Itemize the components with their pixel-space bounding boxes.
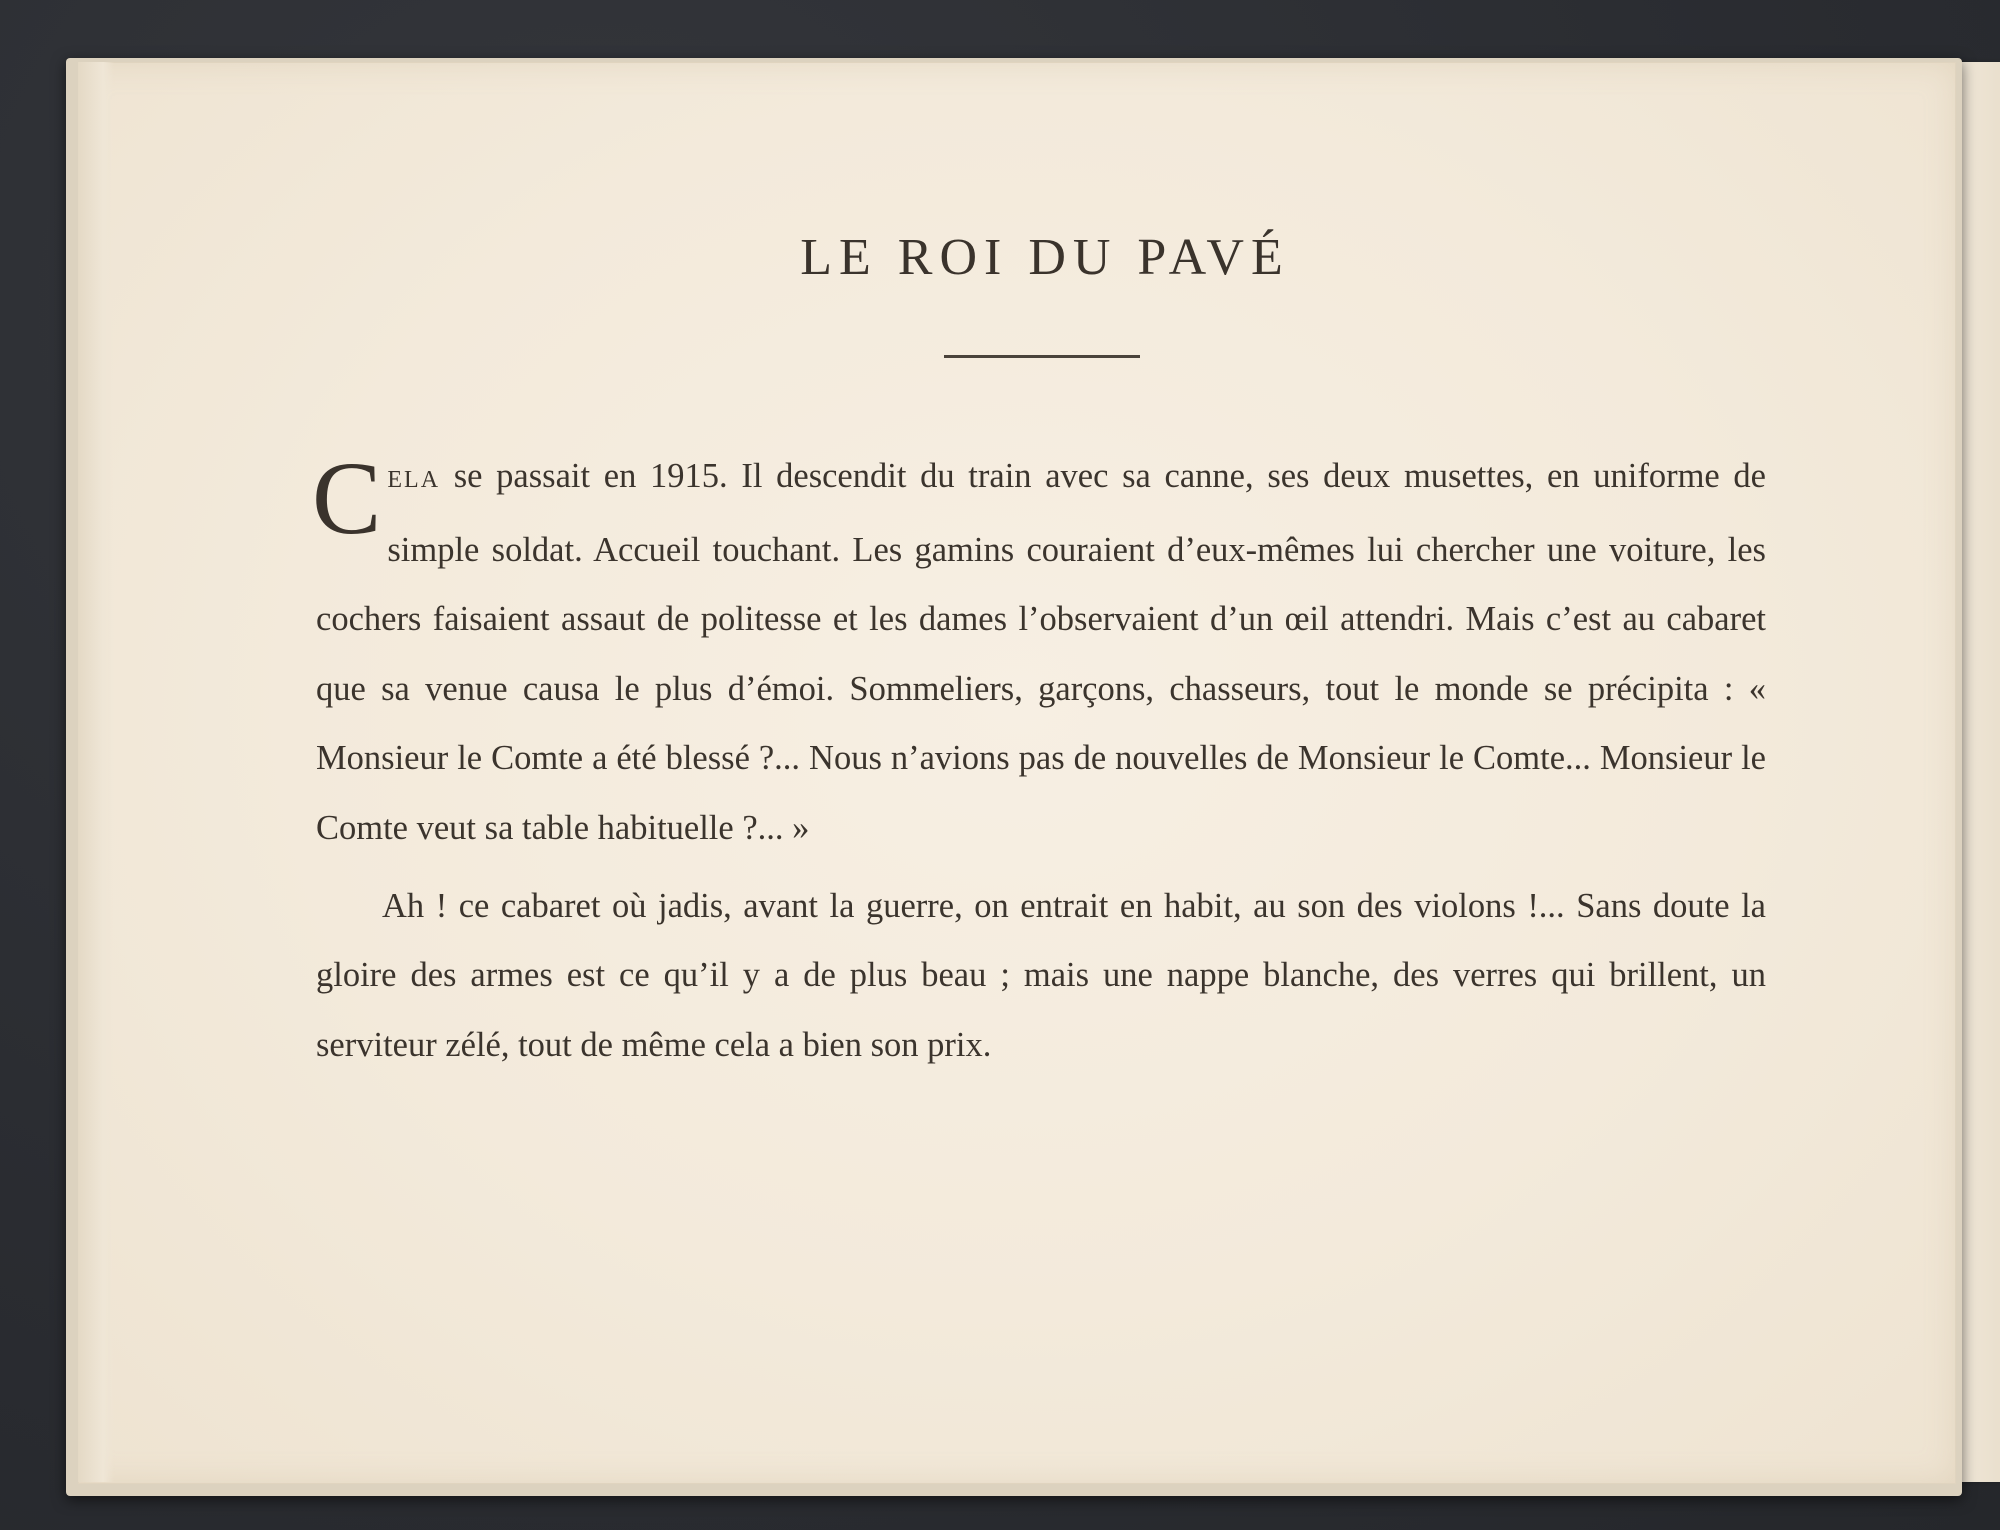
paragraph-1-text: se passait en 1915. Il descendit du train avec sa canne, ses deux musettes, en uniforme de simple soldat. Accueil touchant. Les gamins couraient d’eux-mêmes lui chercher une voiture, les cochers faisaient assaut de politesse et les dames l’observaient d’un œil attendri. Mais c’est au cabaret que sa venue causa le plus d’émoi. Sommeliers, garçons, chasseurs, tout le monde se précipita : « Monsieur le Comte a été blessé ?... Nous n’avions pas de nouvelles de Monsieur le Comte... Monsieur le Comte veut sa table habituelle ?... » (316, 457, 1766, 847)
title-rule (944, 355, 1140, 358)
paragraph-1 (312, 441, 1766, 864)
chapter-text (312, 441, 1766, 1080)
small-caps-lead: ELA (387, 467, 441, 493)
paragraph-2: Ah ! ce cabaret où jadis, avant la guerre, on entrait en habit, au son des violons !... Sans doute la gloire des armes est ce qu’il y a de plus beau ; mais une nappe blanche, des verres qui brillent, un serviteur zélé, tout de même cela a bien son prix. (316, 886, 1766, 1064)
chapter-title: LE ROI DU PAVÉ (800, 229, 1290, 286)
drop-cap: C (312, 441, 382, 556)
